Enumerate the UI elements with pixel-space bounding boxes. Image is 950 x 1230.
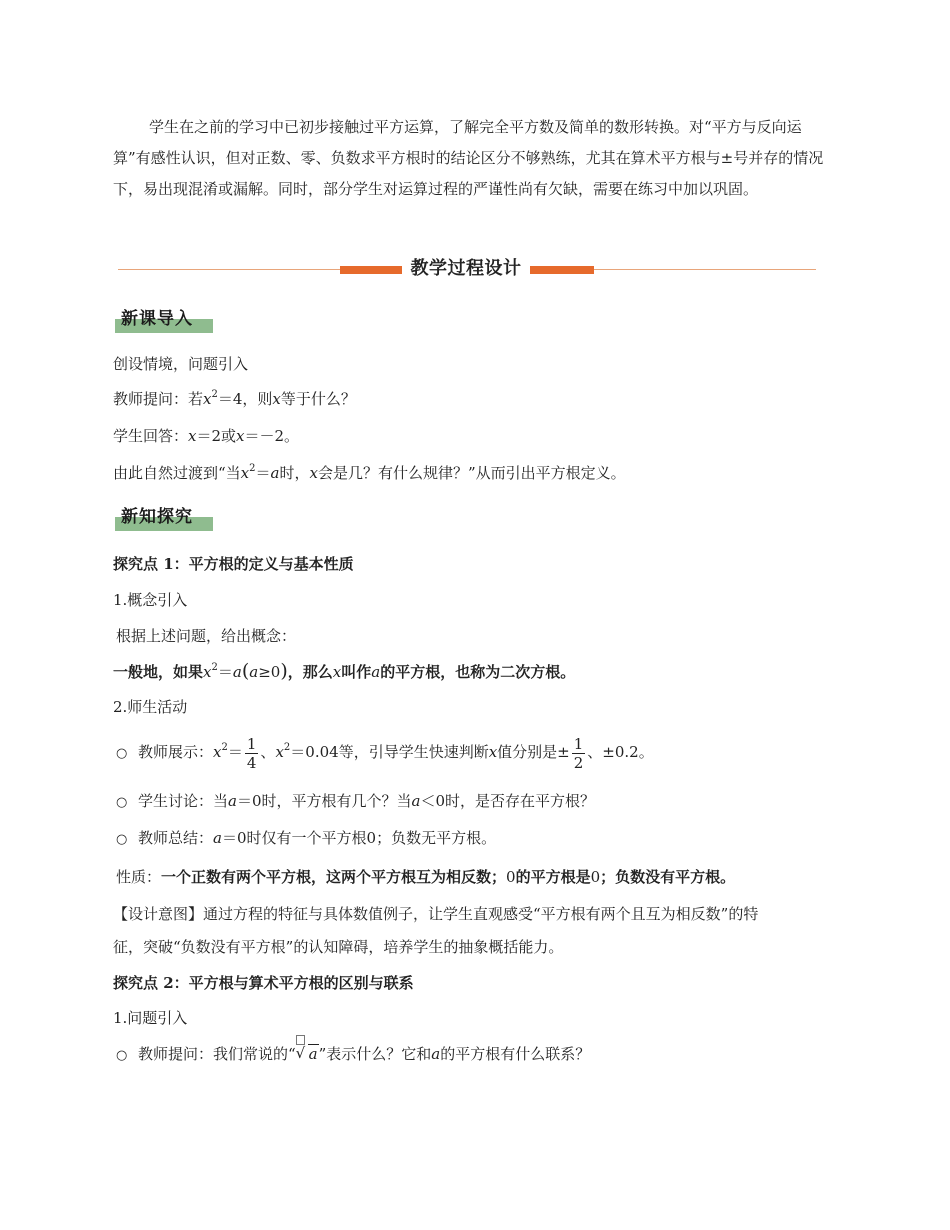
- text: 学生回答：: [113, 427, 189, 445]
- var-x: x: [236, 427, 245, 445]
- text: 的平方根有什么联系？: [440, 1045, 591, 1063]
- var-x: x: [272, 390, 281, 408]
- text: 教师提问：我们常说的“: [138, 1045, 296, 1063]
- design-intent-line-2: 征，突破“负数没有平方根”的认知障碍，培养学生的抽象概括能力。: [113, 938, 564, 956]
- teacher-demo: [116, 732, 654, 774]
- new-lesson-heading: [115, 305, 213, 333]
- text: ”表示什么？它和: [318, 1045, 432, 1063]
- text: 0: [590, 868, 601, 886]
- text: 由此自然过渡到“当: [113, 464, 241, 482]
- text: 等，引导学生快速判断: [338, 743, 489, 761]
- text: 教师提问：若: [113, 390, 204, 408]
- exponent: 2: [221, 742, 228, 753]
- text: ＝: [217, 663, 233, 681]
- var-x: x: [188, 427, 197, 445]
- property-line: [116, 866, 735, 888]
- exponent: 2: [211, 662, 218, 673]
- bullet-icon: ○: [116, 1048, 128, 1063]
- teacher-summary: [116, 827, 496, 851]
- text: 一个正数有两个平方根，这两个平方根互为相反数；: [161, 868, 507, 886]
- text: ＜0时，是否存在平方根？: [420, 792, 596, 810]
- heading-label: 新课导入: [121, 309, 193, 329]
- text: ＝0时仅有一个平方根: [221, 829, 367, 847]
- heading-label: 新知探究: [121, 507, 193, 527]
- radical-a: [296, 1043, 319, 1065]
- divider-line-right: [594, 269, 816, 270]
- new-knowledge-heading: [115, 503, 213, 531]
- text: 教师总结：: [138, 829, 214, 847]
- concept-lead: 根据上述问题，给出概念：: [116, 627, 297, 645]
- var-x: x: [203, 390, 212, 408]
- var-a: a: [308, 1045, 318, 1063]
- text: 时，: [279, 464, 310, 482]
- text: ＝2或: [196, 427, 237, 445]
- transition-line: [113, 462, 626, 484]
- text: ≥0: [258, 663, 281, 681]
- section-title: 教学过程设计: [410, 258, 522, 279]
- var-x: x: [213, 743, 222, 761]
- intro-paragraph: 学生在之前的学习中已初步接触过平方运算，了解完全平方数及简单的数形转换。对“平方与反向运算”有感性认识，但对正数、零、负数求平方根时的结论区分不够熟练，尤其在算术平方根与±号并存的情况下，易出现混淆或漏解。同时，部分学生对运算过程的严谨性尚有欠缺，需要在练习中加以巩固。: [113, 118, 824, 198]
- bullet-icon: ○: [116, 746, 128, 761]
- step-concept: 1.概念引入: [113, 591, 188, 609]
- text: ＝－2。: [244, 427, 300, 445]
- var-x: x: [309, 464, 318, 482]
- bullet-icon: ○: [116, 795, 128, 810]
- exploration-point-2: 探究点 2：平方根与算术平方根的区别与联系: [113, 974, 414, 992]
- var-x: x: [240, 464, 250, 482]
- var-x: x: [488, 743, 498, 761]
- step-question: 1.问题引入: [113, 1009, 188, 1027]
- text: ＝: [255, 464, 271, 482]
- text: ＝0时，平方根有几个？当: [236, 792, 412, 810]
- var-a: a: [431, 1045, 441, 1063]
- var-a: a: [411, 792, 421, 810]
- teacher-question-2: [116, 1043, 590, 1067]
- var-x: x: [332, 663, 342, 681]
- text: ＝4，则: [217, 390, 273, 408]
- text: 、: [260, 743, 276, 761]
- definition-line: 一般地，如果$x^2=a(a\ge 0)$，那么x叫作a的平方根，也称为二次方根。: [113, 660, 576, 682]
- text: 、±0.2。: [587, 743, 654, 761]
- fraction-one-quarter: $\frac{1}{4}$: [246, 734, 257, 772]
- text: 等于什么？: [280, 390, 356, 408]
- var-x: x: [275, 743, 284, 761]
- design-intent-line-1: 【设计意图】通过方程的特征与具体数值例子，让学生直观感受“平方根有两个且互为相反数”的特: [113, 905, 759, 923]
- exponent: 2: [283, 742, 291, 753]
- text: 值分别是±: [497, 743, 570, 761]
- divider-bar-left: [340, 266, 402, 274]
- text: 学生讨论：当: [138, 792, 229, 810]
- var-a: a: [371, 663, 381, 681]
- step-activity: 2.师生活动: [113, 698, 188, 716]
- text: 会是几？有什么规律？”从而引出平方根定义。: [317, 464, 626, 482]
- text: 性质：: [116, 868, 162, 886]
- teacher-question: [113, 388, 356, 410]
- scenario-line: 创设情境，问题引入: [113, 355, 249, 373]
- var-a: a: [249, 663, 259, 681]
- var-a: a: [232, 663, 242, 681]
- text: ＝0.04: [290, 743, 339, 761]
- text: ＝: [227, 743, 243, 761]
- divider-bar-right: [530, 266, 594, 274]
- text: 0: [506, 868, 516, 886]
- text: ，那么: [287, 663, 333, 681]
- text: ；负数没有平方根。: [600, 868, 736, 886]
- text: 教师展示：: [138, 743, 214, 761]
- text: 的平方根，也称为二次方根。: [380, 663, 576, 681]
- text: 0: [366, 829, 377, 847]
- text: 的平方根是: [515, 868, 591, 886]
- text: 一般地，如果: [113, 663, 204, 681]
- var-a: a: [270, 464, 280, 482]
- var-a: a: [228, 792, 237, 810]
- text: ；负数无平方根。: [376, 829, 497, 847]
- student-answer: [113, 425, 299, 447]
- section-divider: [118, 255, 816, 285]
- root-index-box: [296, 1035, 305, 1045]
- var-a: a: [213, 829, 222, 847]
- var-x: x: [203, 663, 212, 681]
- student-discussion: [116, 790, 595, 814]
- exponent: 2: [249, 463, 256, 474]
- divider-line-left: [118, 269, 344, 270]
- exponent: 2: [211, 389, 218, 400]
- fraction-one-half: $\frac{1}{2}$: [573, 734, 584, 772]
- bullet-icon: ○: [116, 832, 128, 847]
- text: 叫作: [341, 663, 372, 681]
- exploration-point-1: 探究点 1：平方根的定义与基本性质: [113, 555, 354, 573]
